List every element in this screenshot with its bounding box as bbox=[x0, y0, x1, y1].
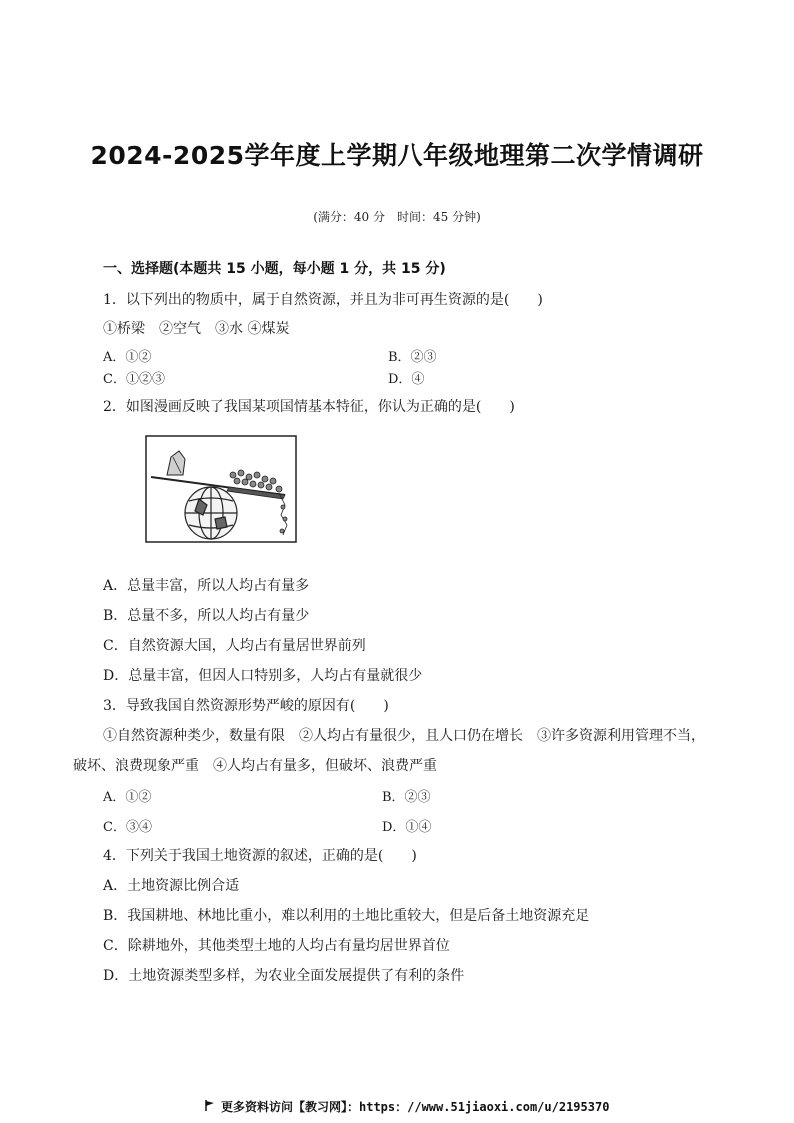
question-2-option-d: D．总量丰富，但因人口特别多，人均占有量就很少 bbox=[103, 668, 423, 684]
question-2-stem: 2．如图漫画反映了我国某项国情基本特征，你认为正确的是( ) bbox=[103, 399, 515, 415]
question-1-option-d: D．④ bbox=[388, 372, 425, 387]
question-1-stem: 1．以下列出的物质中，属于自然资源，并且为非可再生资源的是( ) bbox=[103, 292, 543, 308]
question-4-option-b: B．我国耕地、林地比重小，难以利用的土地比重较大，但是后备土地资源充足 bbox=[103, 908, 590, 924]
question-3-items-line-1: ①自然资源种类少，数量有限 ②人均占有量很少，且人口仍在增长 ③许多资源利用管理不当， bbox=[103, 728, 705, 744]
question-4-option-a: A．土地资源比例合适 bbox=[103, 878, 240, 894]
question-1-option-a: A．①② bbox=[103, 350, 152, 365]
question-3-option-d: D．①④ bbox=[382, 820, 432, 835]
question-4-stem: 4．下列关于我国土地资源的叙述，正确的是( ) bbox=[103, 848, 417, 864]
seesaw-globe-illustration bbox=[145, 435, 297, 543]
question-2-option-a: A．总量丰富，所以人均占有量多 bbox=[103, 578, 310, 594]
page-title: 2024-2025学年度上学期八年级地理第二次学情调研 bbox=[90, 141, 704, 170]
question-1-option-b: B．②③ bbox=[388, 350, 437, 365]
question-2-option-b: B．总量不多，所以人均占有量少 bbox=[103, 608, 310, 624]
question-3-items-line-2: 破坏、浪费现象严重 ④人均占有量多，但破坏、浪费严重 bbox=[73, 758, 437, 774]
question-3-stem: 3．导致我国自然资源形势严峻的原因有( ) bbox=[103, 698, 389, 714]
question-1-items: ①桥梁 ②空气 ③水 ④煤炭 bbox=[103, 321, 290, 337]
exam-info: (满分：40 分 时间：45 分钟) bbox=[313, 210, 481, 224]
footer-text[interactable]: 更多资料访问【教习网】：https：//www.51jiaoxi.com/u/2195370 bbox=[221, 1100, 610, 1114]
cartoon-figure bbox=[145, 435, 297, 543]
question-4-option-d: D．土地资源类型多样，为农业全面发展提供了有利的条件 bbox=[103, 968, 465, 984]
question-1-option-c: C．①②③ bbox=[103, 372, 165, 387]
question-3-option-c: C．③④ bbox=[103, 820, 152, 835]
question-3-option-a: A．①② bbox=[103, 790, 152, 805]
flag-icon bbox=[205, 1100, 215, 1114]
section-heading: 一、选择题(本题共 15 小题，每小题 1 分，共 15 分) bbox=[103, 261, 446, 277]
globe-icon bbox=[185, 487, 237, 539]
footer-link[interactable] bbox=[205, 1098, 609, 1115]
question-4-option-c: C．除耕地外，其他类型土地的人均占有量均居世界首位 bbox=[103, 938, 450, 954]
question-2-option-c: C．自然资源大国，人均占有量居世界前列 bbox=[103, 638, 366, 654]
question-3-option-b: B．②③ bbox=[382, 790, 431, 805]
